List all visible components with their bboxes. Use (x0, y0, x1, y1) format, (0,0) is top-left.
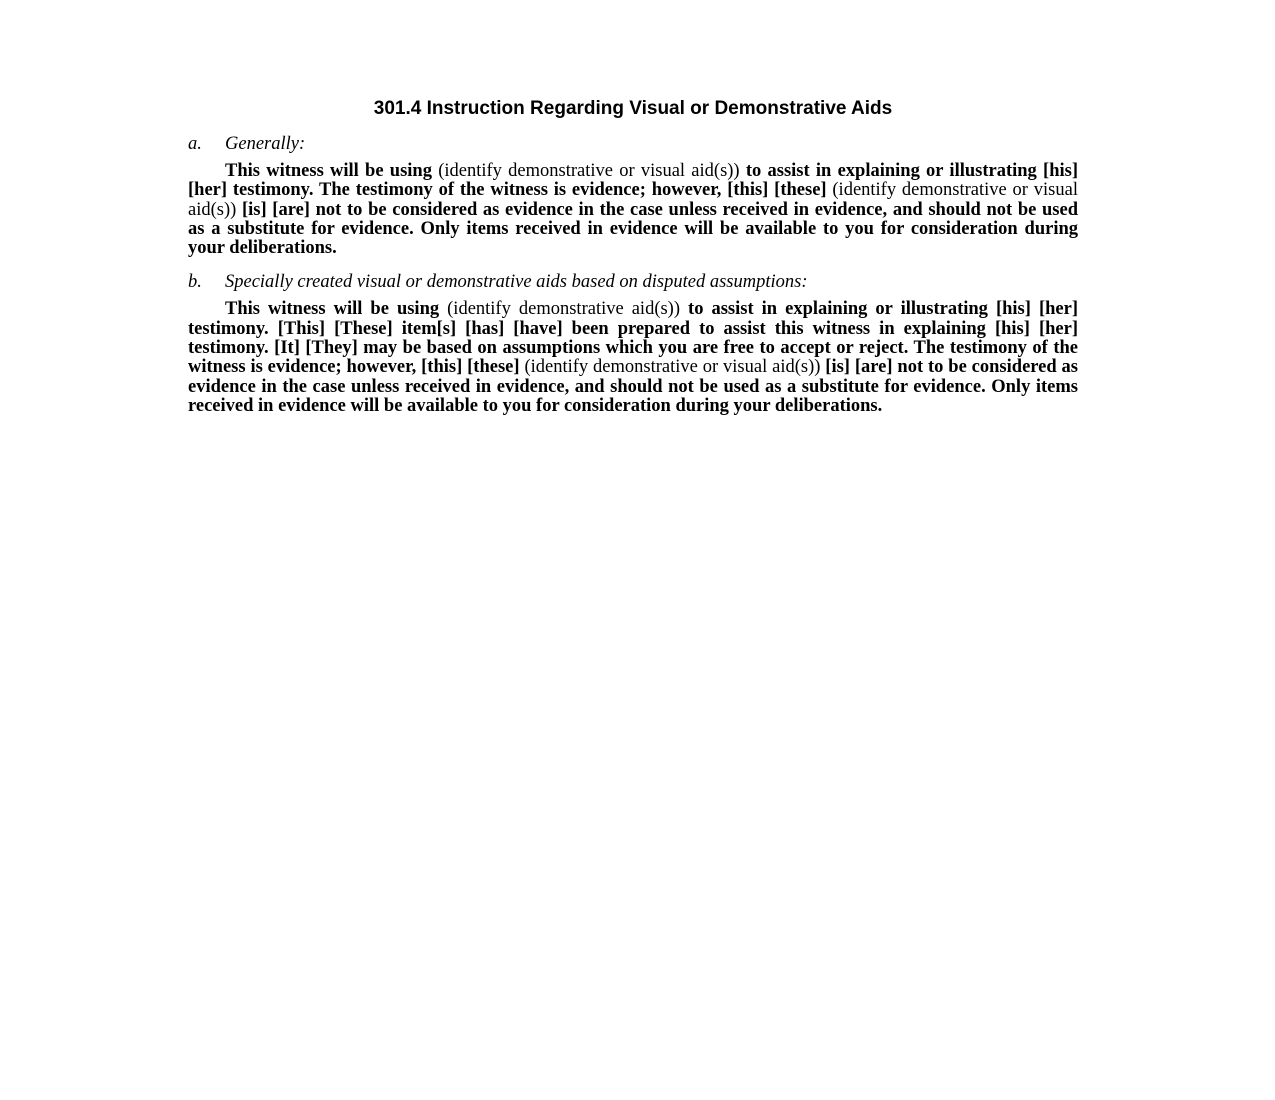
section-heading-text: Specially created visual or demonstrative aids based on disputed assumptions: (225, 272, 808, 293)
section-heading-text: Generally: (225, 134, 306, 154)
paragraph-text: to assist in explaining or illustrating [his] [her] testimony. [This] [These] item[s] [has] [have] been prepared to assist this witness in explaining [his] [her] testimony. [It] [They] may be based on assumptions which you are free to accept or reject. The testimony of the witness is evidence; however, [this] [these] (188, 299, 1078, 378)
placeholder-text: (identify demonstrative or visual aid(s)) (524, 357, 821, 378)
placeholder-text: (identify demonstrative or visual aid(s)) (438, 161, 740, 181)
section-letter: b. (188, 272, 202, 293)
paragraph-text: [is] [are] not to be considered as evidence in the case unless received in evidence, and should not be used as a substitute for evidence. Only items received in evidence will be available to you for consideration during your deliberations. (188, 357, 1078, 416)
section-paragraph (188, 162, 1078, 258)
section-heading (188, 270, 1078, 294)
document-title: 301.4 Instruction Regarding Visual or Demonstrative Aids (373, 98, 893, 119)
placeholder-text: (identify demonstrative aid(s)) (447, 299, 680, 320)
paragraph-text: to assist in explaining or illustrating [his] [her] testimony. The testimony of the witness is evidence; however, [this] [these] (188, 161, 1078, 201)
paragraph-text: [is] [are] not to be considered as evidence in the case unless received in evidence, and should not be used as a substitute for evidence. Only items received in evidence will be available to you for consideration during your deliberations. (188, 199, 1078, 259)
section-heading (188, 132, 1078, 156)
section-paragraph (188, 300, 1078, 416)
document-page (188, 96, 1078, 428)
paragraph-text: This witness will be using (225, 161, 439, 181)
paragraph-text: This witness will be using (225, 299, 448, 320)
section-a (188, 132, 1078, 258)
placeholder-text: (identify demonstrative or visual aid(s)) (188, 180, 1078, 220)
section-letter: a. (188, 134, 202, 154)
section-b (188, 270, 1078, 416)
